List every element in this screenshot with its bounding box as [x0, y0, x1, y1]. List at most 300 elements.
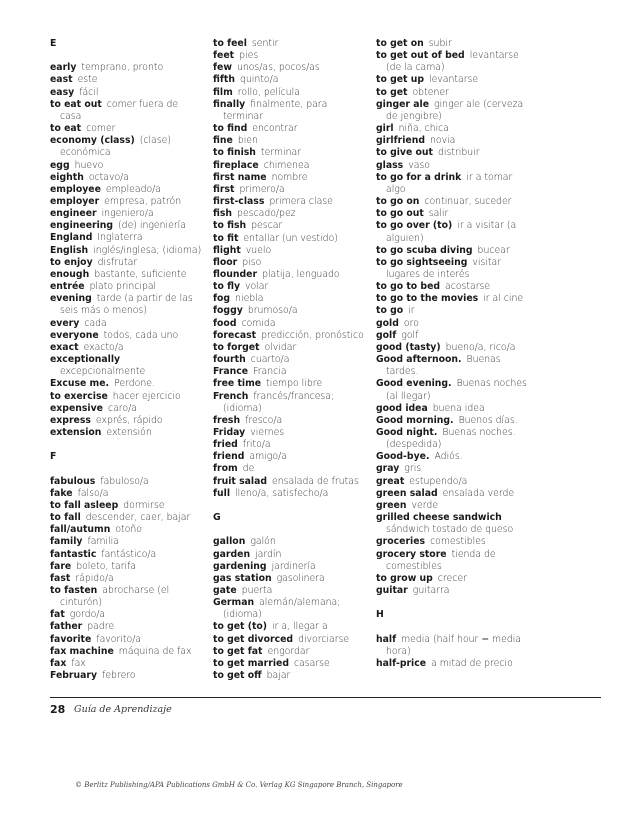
dictionary-entry	[213, 208, 365, 220]
entry-headword: to get married	[213, 657, 289, 669]
entry-headword: extension	[50, 426, 102, 438]
entry-translation: continuar, suceder	[424, 196, 512, 208]
entry-translation: brumoso/a	[247, 305, 298, 317]
entry-headword: to eat out	[50, 98, 102, 110]
entry-translation: dormirse	[123, 499, 165, 511]
dictionary-entry	[213, 597, 365, 621]
entry-headword: first name	[213, 171, 267, 183]
dictionary-entry	[50, 354, 202, 378]
dictionary-entry	[376, 135, 532, 147]
dictionary-entry	[376, 99, 532, 123]
entry-headword: to enjoy	[50, 256, 93, 268]
entry-headword: to get up	[376, 74, 424, 86]
dictionary-entry	[213, 87, 365, 99]
entry-translation: cada	[84, 317, 107, 329]
dictionary-entry	[376, 378, 532, 402]
dictionary-entry	[376, 208, 532, 220]
entry-headword: February	[50, 670, 98, 682]
dictionary-entry	[213, 573, 365, 585]
dictionary-entry	[50, 99, 202, 123]
entry-translation: frito/a	[242, 439, 271, 451]
entry-translation: sentir	[251, 38, 279, 49]
entry-headword: grocery store	[376, 548, 447, 560]
dictionary-entry	[213, 354, 365, 366]
dictionary-entry	[213, 99, 365, 123]
dictionary-entry	[50, 378, 202, 390]
entry-headword: easy	[50, 86, 75, 98]
entry-headword: film	[213, 86, 233, 98]
entry-translation: francés/francesa; (idioma)	[223, 390, 335, 414]
entry-headword: to get on	[376, 38, 424, 49]
entry-translation: vuelo	[245, 244, 272, 256]
entry-translation: otoño	[115, 524, 142, 536]
entry-translation: huevo	[74, 159, 104, 171]
dictionary-entry	[213, 476, 365, 488]
dictionary-column-2	[213, 38, 365, 682]
entry-headword: Good afternoon.	[376, 354, 462, 366]
entry-translation: (clase) económica	[60, 135, 171, 159]
dictionary-entry	[376, 147, 532, 159]
entry-headword: fake	[50, 487, 73, 499]
entry-translation: comida	[241, 317, 276, 329]
entry-headword: to forget	[213, 341, 260, 353]
entry-headword: Excuse me.	[50, 378, 110, 390]
entry-translation: exprés, rápido	[95, 414, 163, 426]
entry-translation: golf	[401, 329, 419, 341]
entry-headword: fried	[213, 439, 238, 451]
entry-translation: disfrutar	[97, 256, 138, 268]
entry-headword: everyone	[50, 329, 99, 341]
entry-headword: egg	[50, 159, 70, 171]
entry-headword: east	[50, 74, 73, 86]
entry-headword: to exercise	[50, 390, 108, 402]
entry-headword: to get divorced	[213, 633, 294, 645]
entry-translation: visitar lugares de interés	[386, 256, 502, 280]
dictionary-entry	[376, 281, 532, 293]
entry-headword: half-price	[376, 657, 427, 669]
entry-headword: from	[213, 463, 238, 475]
entry-headword: favorite	[50, 633, 92, 645]
entry-headword: fantastic	[50, 548, 97, 560]
entry-headword: ginger ale	[376, 98, 430, 110]
entry-headword: fine	[213, 135, 233, 147]
dictionary-entry	[213, 463, 365, 475]
entry-translation: ir a visitar (a alguien)	[386, 220, 517, 244]
entry-translation: todos, cada uno	[103, 329, 179, 341]
entry-headword: floor	[213, 256, 238, 268]
dictionary-entry	[213, 50, 365, 62]
dictionary-entry	[50, 62, 202, 74]
dictionary-entry	[376, 549, 532, 573]
page-number: 28	[50, 703, 66, 716]
entry-headword: exceptionally	[50, 354, 121, 366]
entry-headword: father	[50, 621, 83, 633]
entry-translation: levantarse	[428, 74, 479, 86]
dictionary-entry	[213, 123, 365, 135]
entry-translation: jardinería	[271, 560, 316, 572]
entry-translation: bastante, suficiente	[94, 268, 187, 280]
entry-translation: oro	[403, 317, 419, 329]
entry-translation: cuarto/a	[250, 354, 290, 366]
section-letter: E	[50, 38, 57, 49]
section-spacer	[376, 621, 532, 633]
dictionary-entry	[376, 573, 532, 585]
entry-headword: fish	[213, 208, 233, 220]
entry-translation: rápido/a	[75, 572, 114, 584]
entry-headword: to get out of bed	[376, 50, 465, 62]
entry-headword: to go out	[376, 208, 424, 220]
entry-headword: fog	[213, 293, 231, 305]
entry-translation: pescar	[251, 220, 283, 232]
entry-translation: sándwich tostado de queso	[386, 524, 514, 536]
entry-translation: caro/a	[107, 402, 137, 414]
dictionary-entry	[50, 403, 202, 415]
entry-headword: employer	[50, 196, 100, 208]
entry-headword: every	[50, 317, 80, 329]
entry-headword: to fall	[50, 512, 81, 524]
footer-title: Guía de Aprendizaje	[74, 704, 172, 715]
dictionary-entry	[50, 342, 202, 354]
entry-headword: to grow up	[376, 572, 433, 584]
dictionary-entry	[213, 318, 365, 330]
entry-headword: to go for a drink	[376, 171, 462, 183]
dictionary-entry	[376, 305, 532, 317]
dictionary-entry	[376, 196, 532, 208]
entry-translation: comestibles	[430, 536, 486, 548]
entry-headword: green	[376, 499, 407, 511]
dictionary-entry	[50, 561, 202, 573]
entry-translation: niebla	[235, 293, 264, 305]
entry-headword: grilled cheese sandwich	[376, 512, 502, 524]
dictionary-entry	[50, 536, 202, 548]
entry-translation: rollo, película	[237, 86, 300, 98]
dictionary-entry	[376, 585, 532, 597]
dictionary-entry	[50, 160, 202, 172]
entry-translation: empleado/a	[105, 183, 162, 195]
section-spacer	[376, 597, 532, 609]
entry-translation: Francia	[253, 366, 287, 378]
entry-headword: golf	[376, 329, 397, 341]
dictionary-entry	[50, 172, 202, 184]
section-spacer	[50, 463, 202, 475]
entry-translation: chimenea	[263, 159, 310, 171]
entry-headword: to get (to)	[213, 621, 268, 633]
entry-translation: favorito/a	[96, 633, 142, 645]
dictionary-entry	[376, 415, 532, 427]
entry-translation: familia	[87, 536, 119, 548]
entry-headword: to go to bed	[376, 281, 441, 293]
dictionary-entry	[213, 366, 365, 378]
entry-translation: primero/a	[239, 183, 285, 195]
dictionary-entry	[213, 160, 365, 172]
dictionary-entry	[213, 245, 365, 257]
dictionary-entry	[50, 330, 202, 342]
entry-translation: bajar	[266, 670, 291, 682]
dictionary-column-3	[376, 38, 532, 670]
entry-headword: Good night.	[376, 427, 438, 438]
entry-headword: groceries	[376, 536, 426, 548]
entry-translation: entallar (un vestido)	[243, 232, 338, 244]
entry-headword: Friday	[213, 427, 246, 438]
dictionary-entry	[50, 208, 202, 220]
entry-translation: gordo/a	[69, 609, 106, 621]
dictionary-entry	[213, 427, 365, 439]
entry-headword: German	[213, 597, 255, 609]
entry-headword: fall/autumn	[50, 524, 111, 536]
dictionary-entry	[376, 500, 532, 512]
entry-headword: fat	[50, 609, 65, 621]
section-letter: F	[50, 451, 57, 463]
entry-headword: fax machine	[50, 645, 114, 657]
entry-headword: fabulous	[50, 475, 96, 487]
dictionary-entry	[213, 658, 365, 670]
entry-translation: bueno/a, rico/a	[445, 341, 516, 353]
entry-headword: glass	[376, 159, 404, 171]
dictionary-entry	[213, 269, 365, 281]
entry-translation: unos/as, pocos/as	[236, 62, 320, 74]
entry-translation: fácil	[79, 86, 99, 98]
entry-translation: novia	[430, 135, 456, 147]
entry-translation: este	[77, 74, 98, 86]
entry-headword: to fish	[213, 220, 247, 232]
entry-translation: pies	[239, 50, 259, 62]
entry-headword: family	[50, 536, 83, 548]
entry-translation: buena idea	[432, 402, 485, 414]
entry-translation: ir a tomar algo	[386, 171, 513, 195]
entry-headword: England	[50, 232, 93, 244]
dictionary-entry	[376, 488, 532, 500]
entry-translation: salir	[428, 208, 449, 220]
entry-translation: quinto/a	[240, 74, 279, 86]
dictionary-entry	[376, 74, 532, 86]
dictionary-entry	[50, 87, 202, 99]
entry-headword: eighth	[50, 171, 84, 183]
entry-headword: foggy	[213, 305, 243, 317]
entry-headword: to fall asleep	[50, 499, 119, 511]
section-letter: G	[213, 512, 221, 524]
entry-headword: gate	[213, 585, 237, 596]
entry-translation: exacto/a	[83, 341, 124, 353]
entry-headword: fax	[50, 657, 67, 669]
dictionary-entry	[376, 658, 532, 670]
entry-translation: obtener	[412, 86, 449, 98]
entry-headword: entrée	[50, 281, 85, 293]
entry-translation: primera clase	[269, 196, 333, 208]
entry-headword: great	[376, 475, 405, 487]
entry-translation: ingeniero/a	[101, 208, 154, 220]
dictionary-entry	[50, 549, 202, 561]
entry-headword: to go	[376, 305, 404, 317]
dictionary-entry	[50, 245, 202, 257]
entry-headword: feet	[213, 50, 235, 62]
entry-translation: distribuir	[437, 147, 480, 159]
dictionary-entry	[213, 451, 365, 463]
dictionary-entry	[50, 415, 202, 427]
entry-headword: Good morning.	[376, 414, 454, 426]
dictionary-entry	[213, 233, 365, 245]
dictionary-entry	[213, 670, 365, 682]
dictionary-entry	[50, 573, 202, 585]
entry-translation: de	[242, 463, 255, 475]
dictionary-entry	[50, 609, 202, 621]
entry-translation: Buenas noches. (despedida)	[386, 427, 516, 451]
entry-headword: to find	[213, 123, 248, 135]
dictionary-entry	[376, 342, 532, 354]
entry-translation: ir al cine	[483, 293, 524, 305]
entry-headword: to go on	[376, 196, 420, 208]
entry-translation: niña, chica	[398, 123, 449, 135]
dictionary-entry	[50, 476, 202, 488]
entry-translation: inglés/inglesa; (idioma)	[93, 244, 202, 256]
entry-headword: Good-bye.	[376, 451, 430, 463]
dictionary-entry	[213, 488, 365, 500]
entry-translation: nombre	[271, 171, 308, 183]
dictionary-entry	[50, 524, 202, 536]
dictionary-entry	[213, 536, 365, 548]
entry-headword: to fasten	[50, 584, 98, 596]
dictionary-entry	[376, 87, 532, 99]
entry-headword: economy (class)	[50, 135, 135, 147]
dictionary-entry	[213, 585, 365, 597]
entry-headword: France	[213, 366, 249, 378]
entry-translation: fresco/a	[245, 414, 283, 426]
entry-headword: green salad	[376, 487, 438, 499]
entry-headword: gold	[376, 317, 399, 329]
entry-headword: gas station	[213, 572, 272, 584]
dictionary-entry	[213, 391, 365, 415]
dictionary-entry	[213, 342, 365, 354]
entry-headword: finally	[213, 98, 246, 110]
entry-translation: abrocharse (el cinturón)	[60, 584, 170, 609]
entry-headword: to fly	[213, 281, 241, 293]
entry-headword: fresh	[213, 414, 241, 426]
dictionary-entry	[50, 232, 202, 244]
entry-translation: levantarse (de la cama)	[386, 50, 519, 74]
dictionary-entry	[50, 646, 202, 658]
entry-headword: French	[213, 390, 249, 402]
section-spacer	[213, 524, 365, 536]
dictionary-entry	[213, 378, 365, 390]
entry-translation: olvidar	[264, 341, 297, 353]
entry-translation: Adiós.	[434, 451, 463, 463]
entry-translation: viernes	[250, 427, 285, 438]
entry-translation: a mitad de precio	[431, 657, 513, 669]
entry-translation: temprano, pronto	[81, 62, 164, 74]
entry-headword: Good evening.	[376, 378, 452, 390]
entry-translation: vaso	[408, 159, 430, 171]
entry-translation: media (half hour = media hora)	[386, 633, 522, 657]
dictionary-entry	[213, 257, 365, 269]
dictionary-entry	[213, 184, 365, 196]
dictionary-entry	[376, 403, 532, 415]
dictionary-entry	[50, 488, 202, 500]
entry-translation: subir	[428, 38, 452, 49]
entry-translation: excepcionalmente	[60, 366, 146, 378]
entry-translation: casarse	[294, 657, 330, 669]
dictionary-column-1	[50, 38, 202, 682]
entry-headword: to get	[376, 86, 408, 98]
dictionary-entry	[376, 160, 532, 172]
entry-headword: fourth	[213, 354, 246, 366]
entry-headword: gray	[376, 463, 400, 475]
entry-headword: fireplace	[213, 159, 259, 171]
dictionary-entry	[376, 354, 532, 378]
entry-headword: to feel	[213, 38, 247, 49]
entry-translation: platija, lenguado	[262, 268, 340, 280]
dictionary-entry	[213, 330, 365, 342]
entry-headword: to go to the movies	[376, 293, 479, 305]
entry-translation: tarde (a partir de las seis más o menos)	[60, 293, 193, 317]
entry-headword: to give out	[376, 147, 433, 159]
dictionary-entry	[213, 135, 365, 147]
entry-headword: to go sightseeing	[376, 256, 468, 268]
dictionary-entry	[376, 476, 532, 488]
entry-translation: fabuloso/a	[100, 475, 149, 487]
entry-headword: to fit	[213, 232, 239, 244]
dictionary-entry	[213, 561, 365, 573]
dictionary-entry	[376, 257, 532, 281]
entry-translation: fax	[71, 657, 86, 669]
dictionary-entry	[50, 585, 202, 609]
entry-translation: octavo/a	[88, 171, 130, 183]
entry-headword: girl	[376, 123, 394, 135]
entry-headword: to go scuba diving	[376, 244, 473, 256]
entry-headword: to go over (to)	[376, 220, 453, 232]
entry-headword: engineer	[50, 208, 97, 220]
entry-headword: flight	[213, 244, 241, 256]
dictionary-entry	[213, 38, 365, 50]
dictionary-entry	[376, 634, 532, 658]
entry-headword: expensive	[50, 402, 103, 414]
entry-translation: piso	[242, 256, 262, 268]
entry-translation: ensalada verde	[442, 487, 515, 499]
entry-translation: finalmente, para terminar	[223, 98, 328, 122]
entry-headword: good (tasty)	[376, 341, 441, 353]
entry-headword: flounder	[213, 268, 258, 280]
entry-translation: jardín	[255, 548, 282, 560]
entry-headword: forecast	[213, 329, 257, 341]
entry-headword: garden	[213, 548, 251, 560]
entry-headword: to get fat	[213, 645, 263, 657]
entry-headword: early	[50, 62, 77, 74]
entry-translation: tiempo libre	[266, 378, 323, 390]
dictionary-entry	[50, 427, 202, 439]
entry-translation: boleto, tarifa	[76, 560, 137, 572]
dictionary-entry	[50, 500, 202, 512]
entry-headword: guitar	[376, 585, 408, 597]
entry-translation: gasolinera	[276, 572, 325, 584]
entry-translation: (de) ingeniería	[118, 220, 186, 232]
entry-headword: evening	[50, 293, 92, 305]
entry-translation: comer fuera de casa	[60, 98, 179, 122]
entry-translation: crecer	[437, 572, 467, 584]
dictionary-entry	[376, 536, 532, 548]
entry-translation: febrero	[102, 670, 136, 682]
entry-headword: fruit salad	[213, 475, 268, 487]
section-letter: H	[376, 609, 384, 621]
entry-translation: amigo/a	[249, 451, 287, 463]
entry-headword: food	[213, 317, 237, 329]
entry-translation: volar	[245, 281, 269, 293]
entry-headword: first	[213, 183, 235, 195]
dictionary-entry	[50, 74, 202, 86]
entry-headword: good idea	[376, 402, 428, 414]
dictionary-entry	[50, 135, 202, 159]
entry-headword: to get off	[213, 670, 262, 682]
dictionary-entry	[376, 512, 532, 536]
entry-translation: bien	[237, 135, 258, 147]
entry-translation: máquina de fax	[118, 645, 192, 657]
